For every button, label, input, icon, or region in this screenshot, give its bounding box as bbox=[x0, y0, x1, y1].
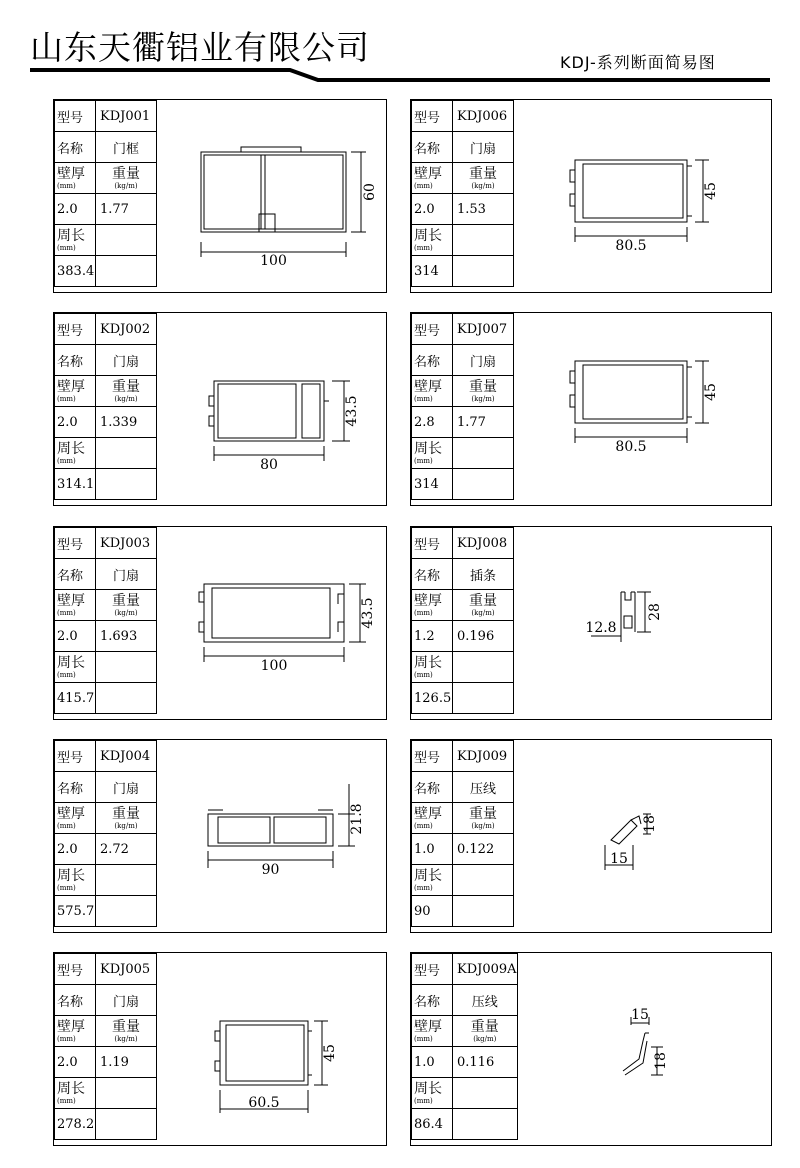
svg-text:80: 80 bbox=[260, 457, 278, 473]
svg-text:18: 18 bbox=[653, 1052, 669, 1070]
profile-card-kdj009 bbox=[410, 739, 772, 933]
svg-text:80.5: 80.5 bbox=[615, 439, 647, 455]
section-drawing-kdj009 bbox=[513, 740, 771, 934]
svg-text:43.5: 43.5 bbox=[360, 597, 376, 629]
wall-value: 1.2 bbox=[412, 621, 453, 652]
svg-text:28: 28 bbox=[647, 603, 663, 621]
name-value: 压线 bbox=[453, 772, 514, 803]
perimeter-value: 415.7 bbox=[55, 683, 96, 714]
section-drawing-kdj007 bbox=[513, 313, 771, 507]
perimeter-value: 575.7 bbox=[55, 896, 96, 927]
blank-cell bbox=[96, 652, 157, 683]
model-value: KDJ009A bbox=[453, 954, 518, 985]
spec-table bbox=[54, 527, 157, 714]
model-value: KDJ004 bbox=[96, 741, 157, 772]
section-drawing-kdj006 bbox=[513, 100, 771, 294]
weight-label: 重量 (kg/m) bbox=[453, 590, 514, 621]
perimeter-label: 周长 (mm) bbox=[412, 865, 453, 896]
svg-text:60: 60 bbox=[362, 183, 378, 201]
svg-text:21.8: 21.8 bbox=[349, 803, 365, 835]
perimeter-label: 周长 (mm) bbox=[412, 652, 453, 683]
blank-cell bbox=[453, 865, 514, 896]
blank-cell bbox=[453, 256, 514, 287]
weight-label: 重量 (kg/m) bbox=[453, 1016, 518, 1047]
model-value: KDJ001 bbox=[96, 101, 157, 132]
weight-value: 2.72 bbox=[96, 834, 157, 865]
perimeter-value: 90 bbox=[412, 896, 453, 927]
perimeter-value: 126.5 bbox=[412, 683, 453, 714]
weight-label: 重量 (kg/m) bbox=[453, 376, 514, 407]
profile-card-kdj005 bbox=[53, 952, 387, 1146]
svg-text:80.5: 80.5 bbox=[615, 238, 647, 254]
perimeter-label: 周长 (mm) bbox=[412, 438, 453, 469]
series-title: KDJ-系列断面简易图 bbox=[560, 53, 716, 72]
spec-table bbox=[54, 740, 157, 927]
section-drawing-kdj004 bbox=[156, 740, 388, 934]
weight-value: 0.196 bbox=[453, 621, 514, 652]
spec-table bbox=[54, 100, 157, 287]
svg-text:15: 15 bbox=[631, 1007, 649, 1023]
spec-table bbox=[411, 100, 514, 287]
blank-cell bbox=[453, 1109, 518, 1140]
wall-label: 壁厚 (mm) bbox=[412, 1016, 453, 1047]
perimeter-label: 周长 (mm) bbox=[55, 225, 96, 256]
name-label: 名称 bbox=[55, 559, 96, 590]
name-value: 门扇 bbox=[96, 772, 157, 803]
name-value: 门扇 bbox=[96, 345, 157, 376]
svg-text:45: 45 bbox=[322, 1044, 338, 1062]
blank-cell bbox=[453, 896, 514, 927]
spec-table bbox=[411, 740, 514, 927]
name-value: 门框 bbox=[96, 132, 157, 163]
wall-label: 壁厚 (mm) bbox=[55, 590, 96, 621]
section-drawing-kdj008 bbox=[513, 527, 771, 721]
model-value: KDJ009 bbox=[453, 741, 514, 772]
model-value: KDJ006 bbox=[453, 101, 514, 132]
blank-cell bbox=[96, 1109, 157, 1140]
perimeter-value: 314.1 bbox=[55, 469, 96, 500]
weight-label: 重量 (kg/m) bbox=[96, 803, 157, 834]
model-label: 型号 bbox=[412, 101, 453, 132]
profile-card-kdj007 bbox=[410, 312, 772, 506]
wall-value: 2.0 bbox=[55, 621, 96, 652]
name-value: 门扇 bbox=[96, 559, 157, 590]
svg-text:18: 18 bbox=[642, 815, 658, 833]
model-value: KDJ002 bbox=[96, 314, 157, 345]
weight-label: 重量 (kg/m) bbox=[453, 163, 514, 194]
weight-value: 0.122 bbox=[453, 834, 514, 865]
wall-value: 1.0 bbox=[412, 1047, 453, 1078]
perimeter-value: 314 bbox=[412, 469, 453, 500]
weight-label: 重量 (kg/m) bbox=[96, 376, 157, 407]
wall-label: 壁厚 (mm) bbox=[55, 803, 96, 834]
wall-label: 壁厚 (mm) bbox=[412, 163, 453, 194]
perimeter-label: 周长 (mm) bbox=[55, 865, 96, 896]
wall-label: 壁厚 (mm) bbox=[55, 163, 96, 194]
weight-value: 0.116 bbox=[453, 1047, 518, 1078]
perimeter-label: 周长 (mm) bbox=[412, 225, 453, 256]
blank-cell bbox=[453, 1078, 518, 1109]
profile-card-kdj004 bbox=[53, 739, 387, 933]
wall-label: 壁厚 (mm) bbox=[412, 803, 453, 834]
blank-cell bbox=[96, 865, 157, 896]
spec-table bbox=[411, 527, 514, 714]
blank-cell bbox=[453, 652, 514, 683]
name-label: 名称 bbox=[412, 345, 453, 376]
name-label: 名称 bbox=[412, 559, 453, 590]
name-value: 压线 bbox=[453, 985, 518, 1016]
perimeter-value: 86.4 bbox=[412, 1109, 453, 1140]
name-value: 插条 bbox=[453, 559, 514, 590]
svg-text:60.5: 60.5 bbox=[248, 1095, 280, 1111]
wall-value: 2.8 bbox=[412, 407, 453, 438]
blank-cell bbox=[453, 469, 514, 500]
blank-cell bbox=[96, 896, 157, 927]
wall-value: 1.0 bbox=[412, 834, 453, 865]
model-label: 型号 bbox=[55, 314, 96, 345]
weight-value: 1.339 bbox=[96, 407, 157, 438]
wall-label: 壁厚 (mm) bbox=[55, 376, 96, 407]
spec-table bbox=[411, 313, 514, 500]
model-value: KDJ007 bbox=[453, 314, 514, 345]
name-value: 门扇 bbox=[453, 345, 514, 376]
weight-label: 重量 (kg/m) bbox=[453, 803, 514, 834]
name-label: 名称 bbox=[55, 345, 96, 376]
section-drawing-kdj002 bbox=[156, 313, 388, 507]
model-label: 型号 bbox=[55, 101, 96, 132]
section-drawing-kdj009a bbox=[513, 953, 771, 1147]
spec-table bbox=[54, 953, 157, 1140]
profile-card-kdj008 bbox=[410, 526, 772, 720]
perimeter-value: 314 bbox=[412, 256, 453, 287]
weight-value: 1.53 bbox=[453, 194, 514, 225]
svg-text:90: 90 bbox=[261, 862, 280, 878]
blank-cell bbox=[96, 438, 157, 469]
blank-cell bbox=[96, 225, 157, 256]
model-label: 型号 bbox=[412, 741, 453, 772]
weight-value: 1.77 bbox=[96, 194, 157, 225]
wall-value: 2.0 bbox=[55, 194, 96, 225]
spec-table bbox=[411, 953, 518, 1140]
section-drawing-kdj003 bbox=[156, 527, 388, 721]
blank-cell bbox=[96, 683, 157, 714]
blank-cell bbox=[96, 1078, 157, 1109]
model-value: KDJ003 bbox=[96, 528, 157, 559]
blank-cell bbox=[453, 225, 514, 256]
model-value: KDJ005 bbox=[96, 954, 157, 985]
model-label: 型号 bbox=[412, 528, 453, 559]
profile-card-kdj003 bbox=[53, 526, 387, 720]
blank-cell bbox=[453, 683, 514, 714]
model-label: 型号 bbox=[412, 314, 453, 345]
profile-card-kdj006 bbox=[410, 99, 772, 293]
wall-value: 2.0 bbox=[55, 407, 96, 438]
perimeter-value: 383.4 bbox=[55, 256, 96, 287]
header-rule bbox=[0, 0, 800, 90]
wall-value: 2.0 bbox=[412, 194, 453, 225]
svg-text:45: 45 bbox=[703, 383, 719, 401]
perimeter-label: 周长 (mm) bbox=[55, 438, 96, 469]
company-name: 山东天衢铝业有限公司 bbox=[30, 28, 370, 67]
svg-text:100: 100 bbox=[260, 658, 288, 674]
perimeter-label: 周长 (mm) bbox=[55, 652, 96, 683]
svg-text:15: 15 bbox=[610, 851, 628, 867]
profile-card-kdj001 bbox=[53, 99, 387, 293]
weight-label: 重量 (kg/m) bbox=[96, 590, 157, 621]
model-label: 型号 bbox=[55, 741, 96, 772]
name-label: 名称 bbox=[55, 985, 96, 1016]
profile-card-kdj009a bbox=[410, 952, 772, 1146]
svg-text:43.5: 43.5 bbox=[344, 395, 360, 427]
section-drawing-kdj005 bbox=[156, 953, 388, 1147]
svg-text:12.8: 12.8 bbox=[585, 620, 617, 636]
blank-cell bbox=[96, 469, 157, 500]
svg-text:100: 100 bbox=[260, 253, 287, 269]
name-label: 名称 bbox=[55, 772, 96, 803]
weight-value: 1.19 bbox=[96, 1047, 157, 1078]
name-label: 名称 bbox=[412, 772, 453, 803]
wall-label: 壁厚 (mm) bbox=[412, 376, 453, 407]
weight-label: 重量 (kg/m) bbox=[96, 1016, 157, 1047]
weight-label: 重量 (kg/m) bbox=[96, 163, 157, 194]
svg-text:45: 45 bbox=[703, 182, 719, 200]
blank-cell bbox=[453, 438, 514, 469]
model-label: 型号 bbox=[412, 954, 453, 985]
model-label: 型号 bbox=[55, 528, 96, 559]
model-label: 型号 bbox=[55, 954, 96, 985]
wall-label: 壁厚 (mm) bbox=[412, 590, 453, 621]
wall-value: 2.0 bbox=[55, 834, 96, 865]
weight-value: 1.693 bbox=[96, 621, 157, 652]
name-value: 门扇 bbox=[453, 132, 514, 163]
spec-table bbox=[54, 313, 157, 500]
wall-label: 壁厚 (mm) bbox=[55, 1016, 96, 1047]
name-label: 名称 bbox=[412, 132, 453, 163]
name-label: 名称 bbox=[55, 132, 96, 163]
perimeter-value: 278.2 bbox=[55, 1109, 96, 1140]
wall-value: 2.0 bbox=[55, 1047, 96, 1078]
weight-value: 1.77 bbox=[453, 407, 514, 438]
name-label: 名称 bbox=[412, 985, 453, 1016]
model-value: KDJ008 bbox=[453, 528, 514, 559]
perimeter-label: 周长 (mm) bbox=[55, 1078, 96, 1109]
perimeter-label: 周长 (mm) bbox=[412, 1078, 453, 1109]
profile-card-kdj002 bbox=[53, 312, 387, 506]
blank-cell bbox=[96, 256, 157, 287]
name-value: 门扇 bbox=[96, 985, 157, 1016]
section-drawing-kdj001 bbox=[156, 100, 388, 294]
